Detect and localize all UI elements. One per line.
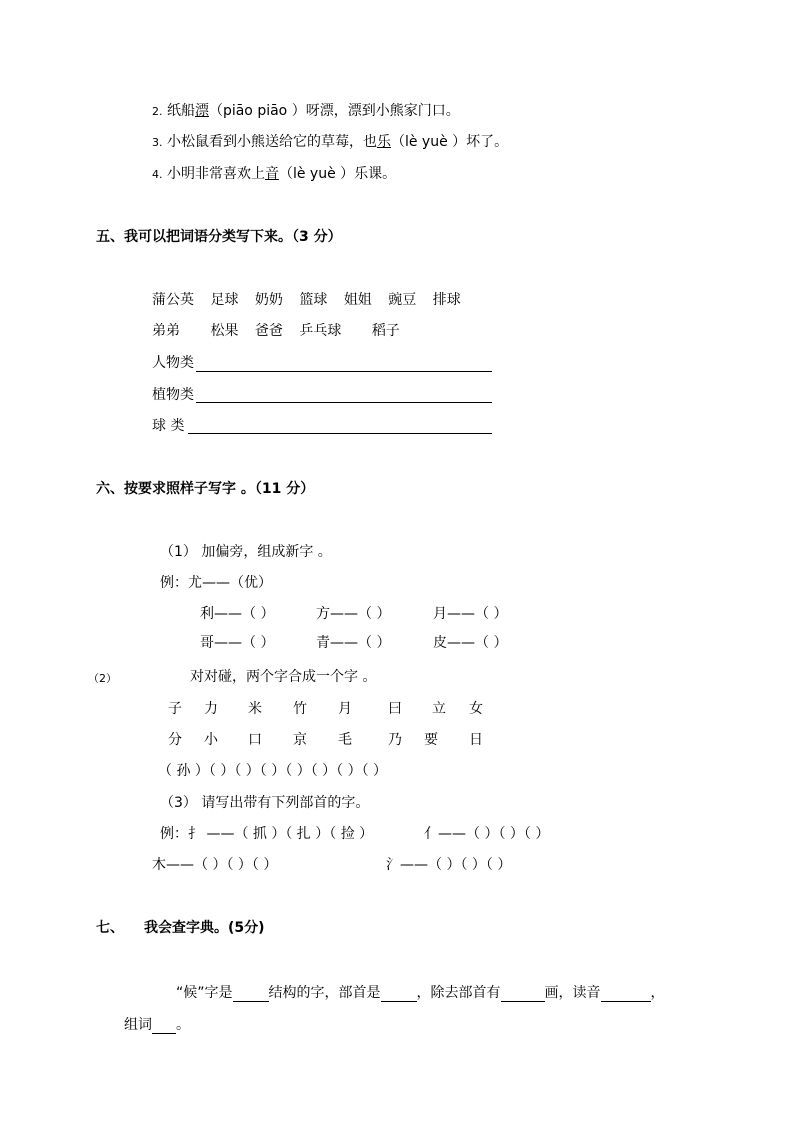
item-text: 小松鼠看到小熊送给它的草莓，也: [166, 134, 377, 150]
underlined-char: 乐: [376, 134, 391, 150]
category-plants-line[interactable]: [196, 402, 492, 403]
section-7-number: 七、: [96, 920, 124, 936]
item-number: 2.: [152, 105, 163, 118]
category-people-label: 人物类: [152, 355, 194, 371]
dict-text: “候”字是: [176, 985, 233, 1001]
item-number: 3.: [152, 136, 163, 149]
word: 爸爸: [254, 323, 283, 339]
item-text: 纸船: [166, 103, 195, 119]
char-bottom: 口: [248, 732, 262, 748]
radical-item: 皮——（ ）: [433, 635, 508, 651]
item-text: （lè yuè ）乐课。: [278, 166, 397, 182]
dict-text: 画，读音: [544, 985, 601, 1001]
char-top: 子: [168, 701, 182, 717]
item-2: [152, 102, 460, 121]
word: 弟弟: [152, 323, 180, 339]
char-bottom: 分: [168, 732, 182, 748]
radical-item: 青——（ ）: [316, 635, 391, 651]
word: 乒乓球: [299, 323, 342, 339]
word: 松果: [210, 323, 239, 339]
radical-wood-row[interactable]: 木——（ ）（ ）（ ）: [152, 857, 278, 873]
category-plants-label: 植物类: [152, 387, 194, 403]
item-text: （lè yuè ）坏了。: [390, 134, 509, 150]
part-2-number: （2）: [88, 672, 117, 685]
word: 排球: [432, 292, 461, 308]
strokes-blank[interactable]: [501, 987, 545, 1002]
category-people-line[interactable]: [196, 371, 492, 372]
radical-blank[interactable]: [381, 987, 417, 1002]
underlined-char: 音: [264, 166, 279, 182]
dictionary-line-1: [176, 984, 665, 1002]
char-bottom: 乃: [388, 732, 402, 748]
radical-item: 月——（ ）: [433, 606, 508, 622]
radical-item: 哥——（ ）: [200, 635, 275, 651]
word-row-1: [152, 291, 461, 309]
dict-text: 。: [176, 1017, 190, 1033]
section-7-title: 我会查字典。(5分): [144, 920, 265, 936]
word: 蒲公英: [152, 292, 194, 308]
char-top: 力: [204, 701, 218, 717]
structure-blank[interactable]: [233, 987, 269, 1002]
char-bottom: 毛: [338, 732, 352, 748]
part-2-instruction: 对对碰，两个字合成一个字 。: [190, 669, 377, 685]
dict-text: 结构的字，部首是: [268, 985, 381, 1001]
dict-text: ，除去部首有: [416, 985, 501, 1001]
dict-text: ，: [650, 985, 665, 1001]
part-1-example: 例：尤——（优）: [160, 575, 272, 591]
section-5-title: 五、我可以把词语分类写下来。（3 分）: [96, 229, 342, 245]
part-1-instruction: （1） 加偏旁，组成新字 。: [160, 544, 332, 560]
char-bottom: 小: [204, 732, 218, 748]
char-bottom: 日: [469, 732, 483, 748]
item-text: 小明非常喜欢上: [166, 166, 265, 182]
underlined-char: 漂: [194, 103, 209, 119]
dictionary-line-2: [124, 1016, 190, 1034]
part-3-example: 例：扌 ——（ 抓 ）（ 扎 ）（ 捡 ）: [160, 826, 374, 842]
radical-item: 利——（ ）: [200, 606, 275, 622]
word: 豌豆: [388, 292, 417, 308]
word: 篮球: [299, 292, 328, 308]
char-top: 曰: [388, 701, 402, 717]
part-3-instruction: （3） 请写出带有下列部首的字。: [160, 795, 370, 811]
radical-water-row[interactable]: 氵——（ ）（ ）（ ）: [386, 857, 512, 873]
char-top: 立: [432, 701, 446, 717]
char-top: 竹: [293, 701, 307, 717]
category-balls-label: 球 类: [152, 418, 185, 434]
char-bottom: 要: [424, 732, 438, 748]
dict-text: 组词: [124, 1017, 152, 1033]
char-bottom: 京: [293, 732, 307, 748]
item-number: 4.: [152, 168, 163, 181]
item-text: （piāo piāo ）呀漂，漂到小熊家门口。: [208, 103, 460, 119]
word-row-2: [152, 322, 400, 340]
word: 稻子: [371, 323, 400, 339]
word: 奶奶: [254, 292, 283, 308]
item-4: [152, 165, 396, 184]
category-balls-line[interactable]: [188, 433, 492, 434]
item-3: [152, 133, 508, 152]
word: 足球: [210, 292, 239, 308]
word-blank[interactable]: [152, 1019, 176, 1034]
word: 姐姐: [343, 292, 372, 308]
char-top: 女: [469, 701, 483, 717]
char-top: 米: [248, 701, 262, 717]
combine-answers[interactable]: （ 孙 ）（ ）（ ）（ ）（ ）（ ）（ ）（ ）: [158, 763, 388, 779]
radical-item: 方——（ ）: [316, 606, 391, 622]
radical-person-row[interactable]: 亻——（ ）（ ）（ ）: [424, 826, 550, 842]
pinyin-blank[interactable]: [601, 987, 651, 1002]
section-6-title: 六、按要求照样子写字 。（11 分）: [96, 481, 315, 497]
char-top: 月: [338, 701, 352, 717]
